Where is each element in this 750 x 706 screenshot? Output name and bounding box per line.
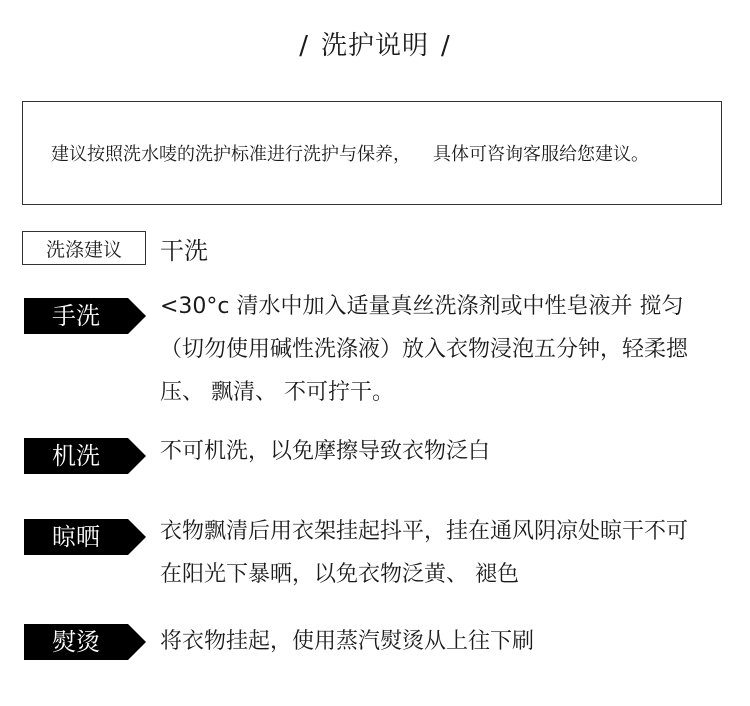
title-slash-left: /	[299, 31, 309, 61]
hand-wash-line-1: <30°c 清水中加入适量真丝洗涤剂或中性皂液并 搅匀	[160, 294, 684, 319]
drying-line-2: 在阳光下暴晒，以免衣物泛黄、 褪色	[160, 562, 519, 587]
machine-wash-line-1: 不可机洗，以免摩擦导致衣物泛白	[160, 439, 491, 464]
title-text: 洗护说明	[320, 31, 429, 61]
drying-tag-label: 晾晒	[52, 523, 100, 551]
wash-suggestion-value: 干洗	[160, 236, 208, 265]
hand-wash-tag-label: 手洗	[52, 302, 100, 330]
care-notice-box	[22, 101, 722, 205]
ironing-tag	[24, 624, 146, 660]
machine-wash-tag-label: 机洗	[52, 442, 100, 470]
wash-suggestion-label: 洗涤建议	[22, 231, 146, 265]
machine-wash-tag	[24, 438, 146, 474]
drying-line-1: 衣物飘清后用衣架挂起抖平，挂在通风阴凉处晾干不可	[160, 519, 689, 544]
hand-wash-tag	[24, 298, 146, 334]
ironing-line-1: 将衣物挂起，使用蒸汽熨烫从上往下刷	[160, 629, 535, 654]
machine-wash-description	[160, 430, 734, 473]
title-slash-right: /	[441, 31, 451, 61]
ironing-tag-label: 熨烫	[52, 628, 100, 656]
drying-description	[160, 510, 734, 596]
hand-wash-line-2: （切勿使用碱性洗涤液）放入衣物浸泡五分钟，轻柔摁	[160, 337, 689, 362]
drying-tag	[24, 519, 146, 555]
hand-wash-description	[160, 285, 734, 414]
page-title	[0, 28, 750, 64]
hand-wash-line-3: 压、 飘清、 不可拧干。	[160, 380, 394, 405]
notice-text-part1: 建议按照洗水唛的洗护标准进行洗护与保养，	[51, 144, 411, 165]
notice-text-part2: 具体可咨询客服给您建议。	[433, 144, 649, 165]
wash-suggestion-row	[22, 231, 208, 265]
ironing-description	[160, 620, 734, 663]
